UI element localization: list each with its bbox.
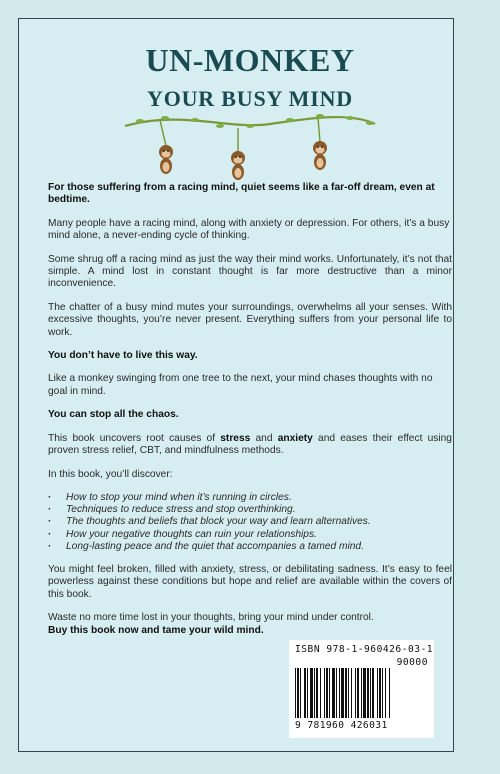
intro-bold: For those suffering from a racing mind, quiet seems like a far-off dream, even at bedtime. bbox=[48, 182, 435, 206]
barcode-bar bbox=[355, 668, 356, 718]
barcode-bar bbox=[314, 668, 315, 718]
paragraph-6: You might feel broken, filled with anxiety, stress, or debilitating sadness. It’s easy to feel powerless against these conditions but hope and relief are available within the covers of this book. bbox=[48, 563, 452, 600]
barcode-bar bbox=[348, 668, 349, 718]
barcode-bar bbox=[295, 668, 296, 718]
barcode-number: 9 781960 426031 bbox=[295, 720, 388, 731]
price-code: 90000 bbox=[396, 657, 428, 668]
list-item: · The thoughts and beliefs that block your way and learn alternatives. bbox=[48, 516, 452, 528]
bold-line-2: You can stop all the chaos. bbox=[48, 409, 179, 421]
barcode-bar bbox=[379, 668, 381, 718]
discover-list bbox=[48, 492, 452, 553]
barcode-bar bbox=[316, 668, 318, 718]
cta-bold: Buy this book now and tame your wild mind. bbox=[48, 624, 264, 636]
barcode-bar bbox=[385, 668, 386, 718]
paragraph-5 bbox=[48, 433, 452, 458]
barcode-bar bbox=[336, 668, 337, 718]
monkeys-on-vine-icon bbox=[120, 112, 380, 182]
list-item: · How your negative thoughts can ruin your relationships. bbox=[48, 529, 452, 541]
barcode-bar bbox=[307, 668, 308, 718]
barcode-bar bbox=[382, 668, 383, 718]
list-item: · Techniques to reduce stress and stop overthinking. bbox=[48, 504, 452, 516]
paragraph-3: The chatter of a busy mind mutes your surroundings, overwhelms all your senses. With excessive thoughts, you’re never present. Everything suffers from your personal life to work. bbox=[48, 301, 452, 338]
p5-and: and bbox=[250, 432, 278, 444]
barcode-bar bbox=[332, 668, 335, 718]
barcode-bar bbox=[377, 668, 378, 718]
barcode-bar bbox=[351, 668, 352, 718]
discover-intro: In this book, you’ll discover: bbox=[48, 468, 173, 480]
barcode-bar bbox=[297, 668, 299, 718]
barcode-bar bbox=[310, 668, 313, 718]
barcode-bar bbox=[367, 668, 369, 718]
p5-anxiety: anxiety bbox=[277, 432, 313, 444]
barcode-bar bbox=[389, 668, 390, 718]
barcode-bar bbox=[361, 668, 362, 718]
barcode-bar bbox=[324, 668, 325, 718]
barcode-bar bbox=[320, 668, 321, 718]
paragraph-7: Waste no more time lost in your thoughts, bring your mind under control. bbox=[48, 612, 374, 624]
barcode-bars bbox=[295, 668, 429, 718]
list-item: · Long-lasting peace and the quiet that accompanies a tamed mind. bbox=[48, 541, 452, 553]
list-item: · How to stop your mind when it’s running in circles. bbox=[48, 492, 452, 504]
paragraph-2: Some shrug off a racing mind as just the way their mind works. Unfortunately, it’s not that simple. A mind lost in constant thought is far more destructive than a minor inconvenience. bbox=[48, 253, 452, 290]
title-line-1: UN-MONKEY bbox=[145, 42, 355, 78]
barcode-bar bbox=[341, 668, 344, 718]
barcode-bar bbox=[300, 668, 301, 718]
barcode-bar bbox=[329, 668, 330, 718]
barcode-bar bbox=[363, 668, 366, 718]
barcode-bar bbox=[326, 668, 328, 718]
paragraph-1: Many people have a racing mind, along with anxiety or depression. For others, it’s a busy mind alone, a never-ending cycle of thinking. bbox=[48, 217, 450, 242]
p5-stress: stress bbox=[220, 432, 251, 444]
p5-text-a: This book uncovers root causes of bbox=[48, 432, 221, 444]
title-line-2: YOUR BUSY MIND bbox=[147, 86, 353, 111]
barcode-bar bbox=[372, 668, 374, 718]
barcode-bar bbox=[304, 668, 306, 718]
p5-text-b: and eases their effect using proven stress relief, CBT, and mindfulness methods. bbox=[48, 432, 452, 457]
isbn-label: ISBN 978-1-960426-03-1 bbox=[295, 644, 434, 655]
paragraph-4: Like a monkey swinging from one tree to the next, your mind chases thoughts with no goal in mind. bbox=[48, 373, 433, 397]
bold-line-1: You don’t have to live this way. bbox=[48, 350, 198, 362]
barcode-bar bbox=[357, 668, 359, 718]
barcode-bar bbox=[345, 668, 347, 718]
barcode-bar bbox=[370, 668, 371, 718]
blurb-content bbox=[48, 182, 452, 648]
barcode-bar bbox=[339, 668, 340, 718]
barcode-box bbox=[289, 640, 434, 738]
